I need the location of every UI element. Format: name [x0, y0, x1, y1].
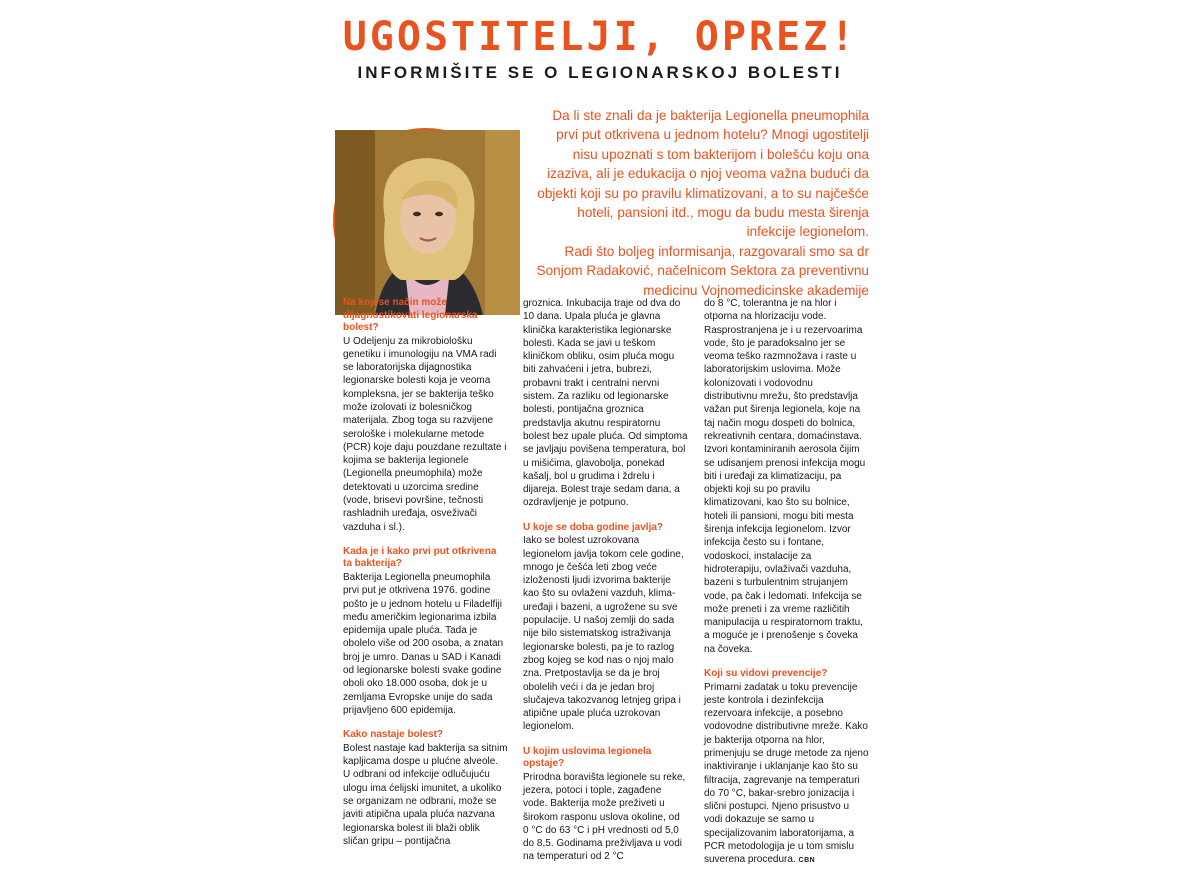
answer-text: Primarni zadatak u toku prevencije jeste kontrola i dezinfekcija rezervoara infekcije, a posebno vodovodne distributivne mreže. Kako je bakterija otporna na hlor, primenjuju se druge metode za njeno inaktiviranje i uklanjanje kao što su filtracija, zagrevanje na temperaturi do 70 °C, bakar-srebro jonizacija i slični postupci. Njeno prisustvo u vodi dokazuje se samo u specijalizovanim laboratorijama, a PCR metodologija je u tom smislu suverena procedura. — [704, 681, 869, 866]
intro-paragraph-1: Da li ste znali da je bakterija Legionella pneumophila prvi put otkrivena u jednom hotelu? Mnogi ugostitelji nisu upoznati s tom bakterijom i bolešću koju ona izaziva, ali je edukacija o njoj veoma važna budući da objekti koji su po pravilu klimatizovani, a to su najčešće hoteli, pansioni itd., mogu da budu mesta širenja infekcije legionelom. — [537, 108, 869, 240]
question-heading: U kojim uslovima legionela opstaje? — [523, 745, 652, 770]
answer-paragraph: Bolest nastaje kad bakterija sa sitnim kapljicama dospe u plućne alveole. U odbrani od infekcije odlučujuću ulogu ima ćelijski imunitet, a ukoliko se organizam ne odbrani, može se javiti atipična upala pluća nazvana legionarska bolest ili blaži oblik sličan gripu – pontijačna — [343, 742, 508, 847]
answer-paragraph: do 8 °C, tolerantna je na hlor i otporna na hlorizaciju vode. Rasprostranjena je i u rezervoarima vode, što je paradoksalno jer se veoma teško razmnožava i raste u laboratorijskim uslovima. Može kolonizovati i vodovodnu distributivnu mrežu, što predstavlja važan put širenja legionela, koje na taj način mogu dospeti do bolnica, rekreativnih centara, domaćinstava. Izvori kontaminiranih aerosola čijim se udisanjem prenosi infekcija mogu biti i uređaji za klimatizaciju, pa objekti koji su po pravilu klimatizovani, kao što su bolnice, hoteli ili pansioni, mogu biti mesta širenja infekcija legionelom. Izvor infekcija često su i fontane, vodoskoci, instalacije za hidroterapiju, ovlaživači vazduha, bazeni s turbulentnim strujanjem vode, pa čak i ledomati. Infekcija se može preneti i za vreme različitih manipulacija u respiratornom traktu, a moguće je i prenošenje s čoveka na čoveka. — [704, 298, 866, 655]
author-signature: CBN — [798, 857, 816, 865]
column-2 — [523, 297, 688, 876]
answer-paragraph: Prirodna boravišta legionele su reke, jezera, potoci i tople, zagađene vode. Bakterija može preživeti u širokom rasponu uslova okoline, od 0 °C do 63 °C i pH vrednosti od 5,0 do 8,5. Godinama preživljava u vodi na temperaturi od 2 °C — [523, 771, 686, 863]
column-1 — [343, 297, 508, 860]
answer-paragraph: U Odeljenju za mikrobiološku genetiku i imunologiju na VMA radi se laboratorijska dijagnostika legionarske bolesti koja je veoma kompleksna, jer se bakterija teško može izolovati iz bolesničkog materijala. Zbog toga su razvijene serološke i molekularne metode (PCR) koje daju pouzdane rezultate i kojima se bakterija legionele (Legionella pneumophila) može detektovati u uzorcima sredine (vode, brisevi površine, tečnosti rashladnih uređaja, osveživači vazduha i sl.). — [343, 335, 507, 533]
answer-paragraph: Bakterija Legionella pneumophila prvi put je otkrivena 1976. godine pošto je u jednom hotelu u Filadelfiji među američkim legionarima izbila epidemija upale pluća. Tada je obolelo više od 200 osoba, a znatan broj je umro. Danas u SAD i Kanadi od legionarske bolesti svake godine oboli oko 18.000 osoba, dok je u zemljama Evropske unije do sada prijavljeno 600 epidemija. — [343, 571, 504, 716]
column-3 — [704, 297, 869, 880]
answer-paragraph: groznica. Inkubacija traje od dva do 10 dana. Upala pluća je glavna klinička karakteristika legionarske bolesti. Kada se javi u teškom kliničkom obliku, osim pluća mogu biti zahvaćeni i jetra, bubrezi, probavni trakt i centralni nervni sistem. Za razliku od legionarske bolesti, pontijačna groznica predstavlja akutnu respiratornu bolest bez upale pluća. Od simptoma se javljaju povišena temperatura, bol u mišićima, glavobolja, ponekad kašalj, bol u grudima i ždrelu i dijareja. Bolest traje sedam dana, a ozdravljenje je potpuno. — [523, 298, 688, 509]
article-title: UGOSTITELJI, OPREZ! — [342, 14, 858, 60]
question-heading: Kada je i kako prvi put otkrivena ta bakterija? — [343, 545, 497, 570]
intro-lead — [528, 106, 869, 300]
question-heading: Koji su vidovi prevencije? — [704, 668, 828, 680]
portrait-illustration — [335, 130, 520, 315]
question-heading: Kako nastaje bolest? — [343, 729, 444, 741]
question-heading: U koje se doba godine javlja? — [523, 521, 664, 533]
article-subtitle: INFORMIŠITE SE O LEGIONARSKOJ BOLESTI — [357, 63, 843, 82]
answer-paragraph — [704, 681, 869, 868]
question-heading: Na koji se način može dijagnostikovati legionarska bolest? — [343, 297, 478, 333]
intro-paragraph-2: Radi što boljeg informisanja, razgovarali smo sa dr Sonjom Radaković, načelnicom Sektora za preventivnu medicinu Vojnomedicinske akademije — [536, 243, 869, 298]
answer-paragraph: Iako se bolest uzrokovana legionelom javlja tokom cele godine, mnogo je češća leti zbog veće izloženosti ljudi izvorima bakterije kao što su ovlaženi vazduh, klima-uređaji i bazeni, a ugrožene su sve populacije. U našoj zemlji do sada nije bilo sistematskog istraživanja legionarske bolesti, pa je to razlog zbog kojeg se kod nas o njoj malo zna. Pretpostavlja se da je broj obolelih veći i da je jedan broj slučajeva takozvanog letnjeg gripa i atipične upale pluća uzrokovan legionelom. — [523, 535, 684, 733]
portrait-photo — [333, 128, 518, 313]
